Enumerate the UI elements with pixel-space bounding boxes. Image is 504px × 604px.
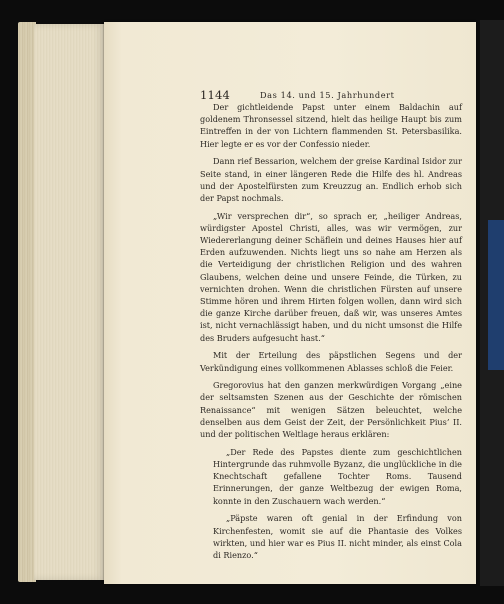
running-head: Das 14. und 15. Jahrhundert [260,90,395,100]
paragraph: Mit der Erteilung des päpstlichen Segens und der Verkündigung eines vollkommenen Ablasses schloß die Feier. [200,350,462,373]
paragraph: Der gichtleidende Papst unter einem Baldachin auf goldenem Thronsessel sitzend, hielt das heilige Haupt bis zum Eintreffen in der von Lichtern flammenden St. Petersbasilika. Hier legte er es vor der Confessio nieder. [200,102,462,149]
block-quote: „Der Rede des Papstes diente zum geschichtlichen Hintergrunde das ruhmvolle Byzanz, die unglückliche in die Knechtschaft gefallene Tochter Roms. Tausend Erinnerungen, der ganze Weltbezug der ewigen Roma, konnte in den Zuschauern wach werden.“ [213,446,462,506]
block-quote: „Päpste waren oft genial in der Erfindung von Kirchenfesten, womit sie auf die Phantasie des Volkes wirkten, und hier war es Pius II. nicht minder, als einst Cola di Rienzo.“ [213,513,462,560]
body-text [200,101,462,567]
right-blue-tab [488,220,504,370]
paragraph: „Wir versprechen dir“, so sprach er, „heiliger Andreas, würdigster Apostel Christi, alles, was wir vermögen, zur Wiedererlangung deiner Schäflein und deines Hauses hier auf Erden aufzuwenden. Nichts liegt uns so nahe am Herzen als die Verteidigung der christlichen Religion und des wahren Glaubens, welchen deine und unsere Feinde, die Türken, zu vernichten drohen. Wenn die christlichen Fürsten auf unsere Stimme hören und ihrem Hirten folgen wollen, dann wird sich die ganze Kirche darüber freuen, daß wir, was unseres Amtes ist, nicht vernachlässigt haben, und du nicht umsonst die Hilfe des Bruders aufgesucht hast.“ [200,210,462,343]
page-number: 1144 [200,88,231,102]
paragraph: Gregorovius hat den ganzen merkwürdigen Vorgang „eine der seltsamsten Szenen aus der Geschichte der römischen Renaissance“ mit wenigen Sätzen beleuchtet, welche denselben aus dem Geist der Zeit, der Persönlichkeit Pius’ II. und der politischen Weltlage heraus erklären: [200,380,462,440]
page-edges [34,24,106,580]
paragraph: Dann rief Bessarion, welchem der greise Kardinal Isidor zur Seite stand, in einer längeren Rede die Hilfe des hl. Andreas und der Apostelfürsten zum Kreuzzug an. Endlich erhob sich der Papst nochmals. [200,156,462,203]
